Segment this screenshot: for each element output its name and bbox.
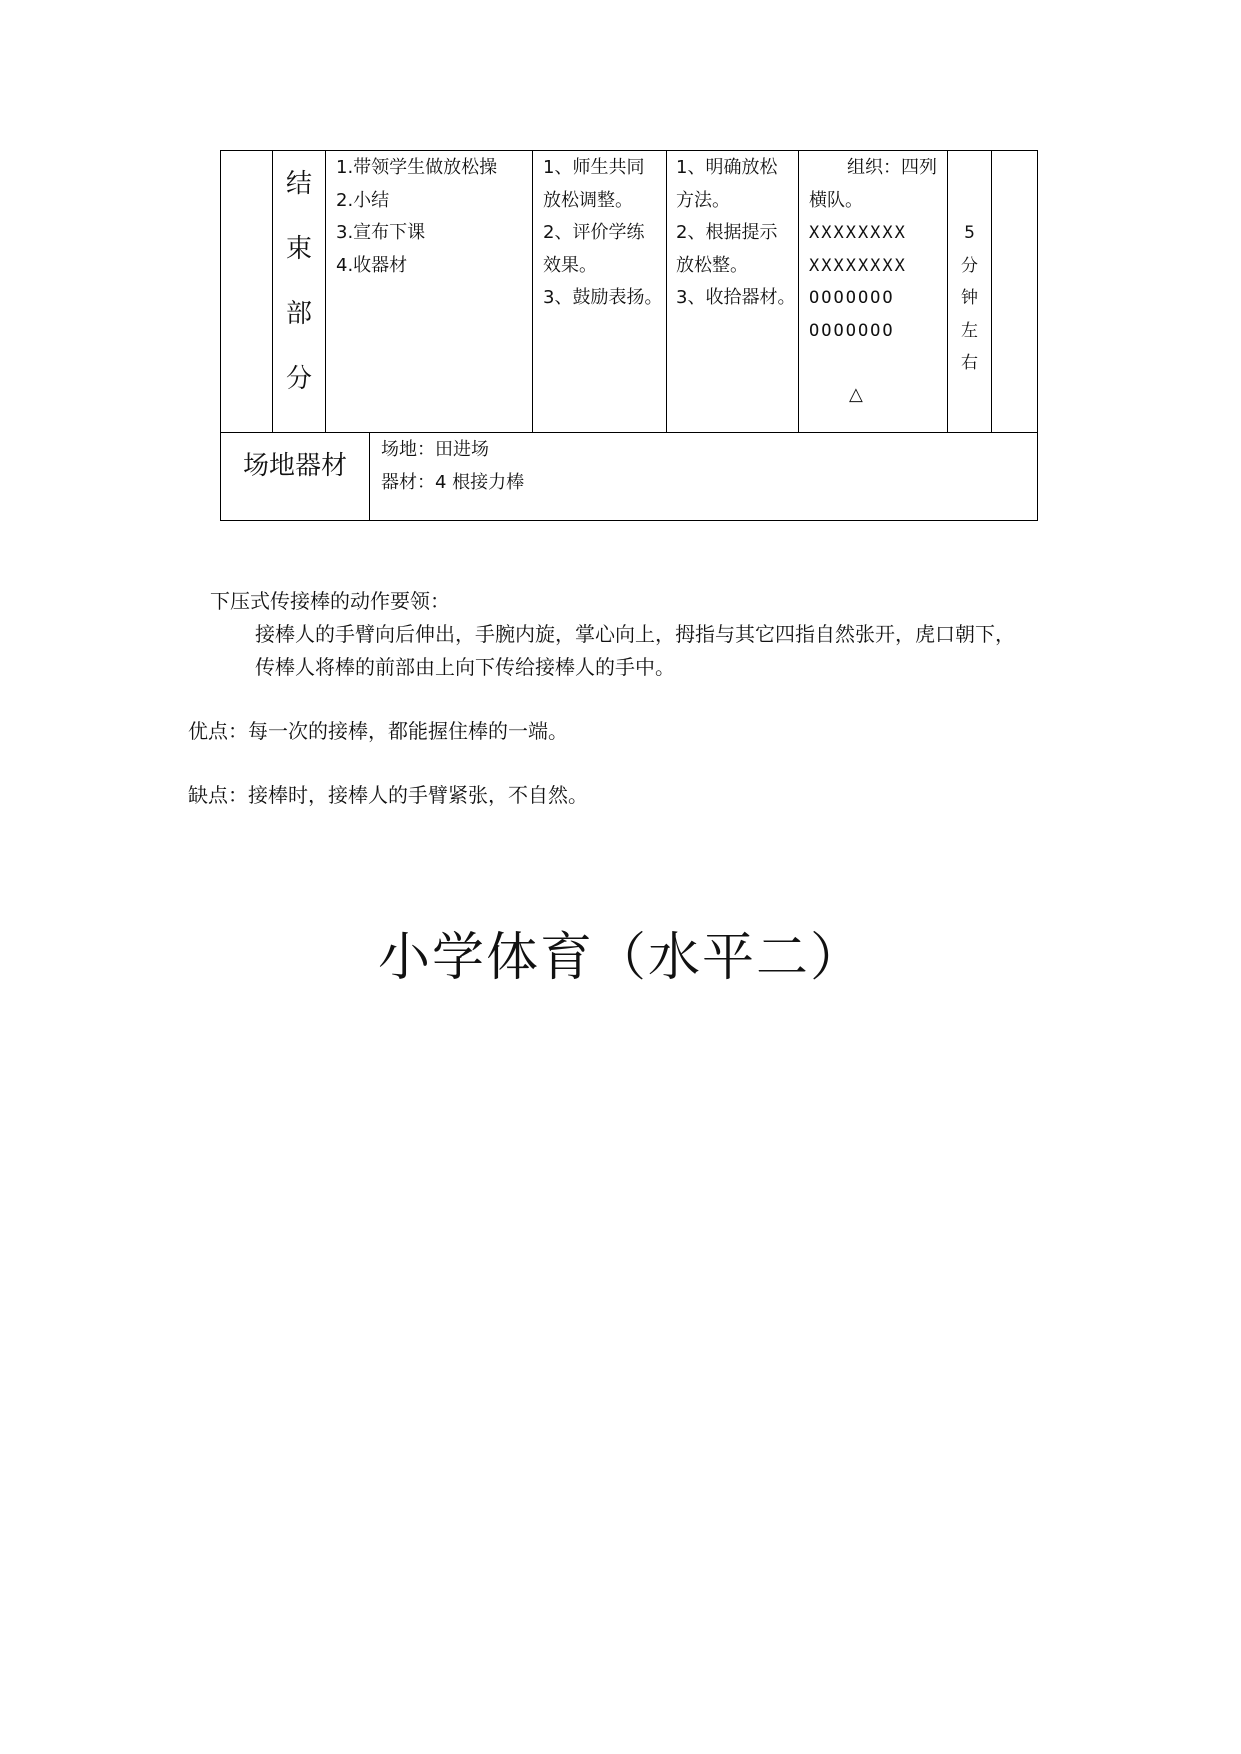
equipment-label: 场地器材 [242, 451, 347, 481]
student-item: 2、根据提示 [676, 222, 778, 243]
time-cell [948, 217, 991, 380]
content-item: 4.收器材 [336, 254, 408, 276]
student-item: 方法。 [676, 189, 730, 211]
formation-row: XXXXXXXX [809, 223, 907, 243]
content-cell [336, 152, 497, 282]
teacher-marker-icon: △ [849, 384, 863, 405]
formation-row: OOOOOOO [809, 320, 895, 341]
teacher-item: 2、评价学练 [543, 222, 645, 243]
student-item: 1、明确放松 [676, 157, 778, 178]
organization-label: 组织：四列 [847, 157, 937, 178]
technique-line: 接棒人的手臂向后伸出，手腕内旋，掌心向上，拇指与其它四指自然张开，虎口朝下， [255, 622, 1015, 646]
formation-row: XXXXXXXX [809, 255, 907, 276]
teacher-item: 放松调整。 [543, 189, 633, 211]
organization-label: 横队。 [809, 189, 863, 211]
teacher-activity-cell [543, 152, 662, 315]
advantage-text: 优点：每一次的接棒，都能握住棒的一端。 [188, 719, 568, 743]
col-divider [532, 150, 533, 432]
student-activity-cell [676, 152, 795, 315]
section-name [272, 152, 326, 412]
teacher-item: 1、师生共同 [543, 157, 645, 178]
time-char: 5 [964, 223, 975, 243]
table-row-divider [220, 432, 1038, 433]
section-char: 部 [285, 299, 312, 329]
equipment-cell [381, 434, 524, 499]
teacher-item: 3、鼓励表扬。 [543, 287, 663, 308]
time-char: 右 [961, 353, 978, 373]
time-char: 钟 [961, 288, 978, 308]
formation-spacer [809, 347, 937, 379]
venue-text: 场地：田进场 [381, 439, 489, 460]
table-border-left [220, 150, 221, 521]
table-border-bottom [220, 520, 1038, 521]
table-border-right [1037, 150, 1038, 521]
equipment-col-divider [369, 432, 370, 521]
time-char: 分 [961, 255, 978, 276]
student-item: 3、收拾器材。 [676, 287, 796, 308]
technique-line: 传棒人将棒的前部由上向下传给接棒人的手中。 [255, 655, 675, 679]
section-char: 分 [285, 364, 312, 394]
teacher-item: 效果。 [543, 254, 597, 276]
table-border-top [220, 150, 1038, 151]
time-char: 左 [961, 320, 978, 341]
col-divider [991, 150, 992, 432]
content-item: 2.小结 [336, 189, 390, 211]
disadvantage-text: 缺点：接棒时，接棒人的手臂紧张，不自然。 [188, 783, 588, 807]
student-item: 放松整。 [676, 254, 748, 276]
equipment-text: 器材：4 根接力棒 [381, 471, 525, 493]
section-char: 结 [285, 169, 312, 199]
technique-heading: 下压式传接棒的动作要领： [210, 589, 450, 613]
page-title: 小学体育（水平二） [378, 928, 865, 988]
col-divider [666, 150, 667, 432]
content-item: 3.宣布下课 [336, 222, 426, 243]
organization-cell [809, 152, 937, 412]
content-item: 1.带领学生做放松操 [336, 157, 498, 178]
section-char: 束 [285, 234, 312, 264]
formation-row: OOOOOOO [809, 288, 895, 308]
col-divider [798, 150, 799, 432]
